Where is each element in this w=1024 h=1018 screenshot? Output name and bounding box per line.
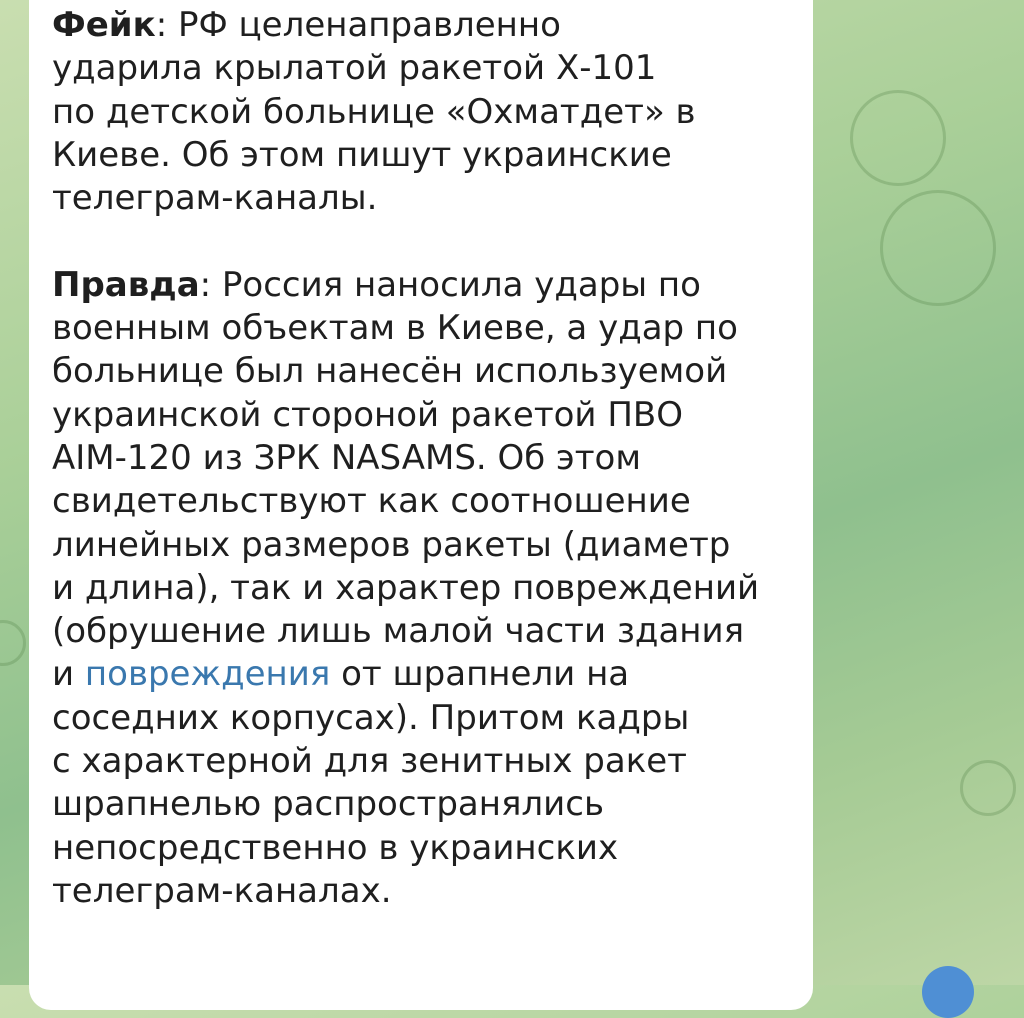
background-doodle: [960, 760, 1016, 816]
scroll-down-button[interactable]: [922, 966, 974, 1018]
truth-line-text: : Россия наносила удары по: [199, 264, 701, 305]
paragraph-spacer: [52, 220, 792, 263]
truth-label: Правда: [52, 264, 200, 305]
message-line: телеграм-каналах.: [52, 870, 392, 911]
fake-line-text: : РФ целенаправленно: [155, 5, 561, 45]
message-line: военным объектам в Киеве, а удар по: [52, 308, 738, 349]
damage-link[interactable]: повреждения: [84, 654, 331, 695]
link-line-prefix: и: [52, 654, 85, 695]
background-doodle: [0, 620, 26, 666]
message-line: больнице был нанесён используемой: [52, 351, 728, 392]
message-line: ударила крылатой ракетой Х-101: [52, 48, 657, 89]
message-line: свидетельствуют как соотношение: [52, 481, 691, 522]
message-line: телеграм-каналы.: [52, 178, 378, 219]
message-line: Киеве. Об этом пишут украинские: [52, 134, 672, 175]
message-line: (обрушение лишь малой части здания: [52, 611, 745, 652]
message-line: украинской стороной ракетой ПВО: [52, 394, 683, 435]
message-line: AIM-120 из ЗРК NASAMS. Об этом: [52, 437, 641, 478]
message-line: линейных размеров ракеты (диаметр: [52, 524, 731, 565]
message-line: шрапнелью распространялись: [52, 784, 604, 825]
background-doodle: [850, 90, 946, 186]
message-line: [52, 264, 792, 307]
link-line-suffix: от шрапнели на: [330, 654, 630, 695]
message-line: соседних корпусах). Притом кадры: [52, 697, 690, 738]
message-line: с характерной для зенитных ракет: [52, 741, 687, 782]
message-line: непосредственно в украинских: [52, 827, 619, 868]
message-line: [52, 4, 792, 47]
background-doodle: [880, 190, 996, 306]
message-line: и длина), так и характер повреждений: [52, 567, 760, 608]
fake-label: Фейк: [52, 5, 156, 45]
message-line: по детской больнице «Охматдет» в: [52, 91, 696, 132]
message-line: [52, 653, 792, 696]
message-text: [52, 4, 792, 913]
